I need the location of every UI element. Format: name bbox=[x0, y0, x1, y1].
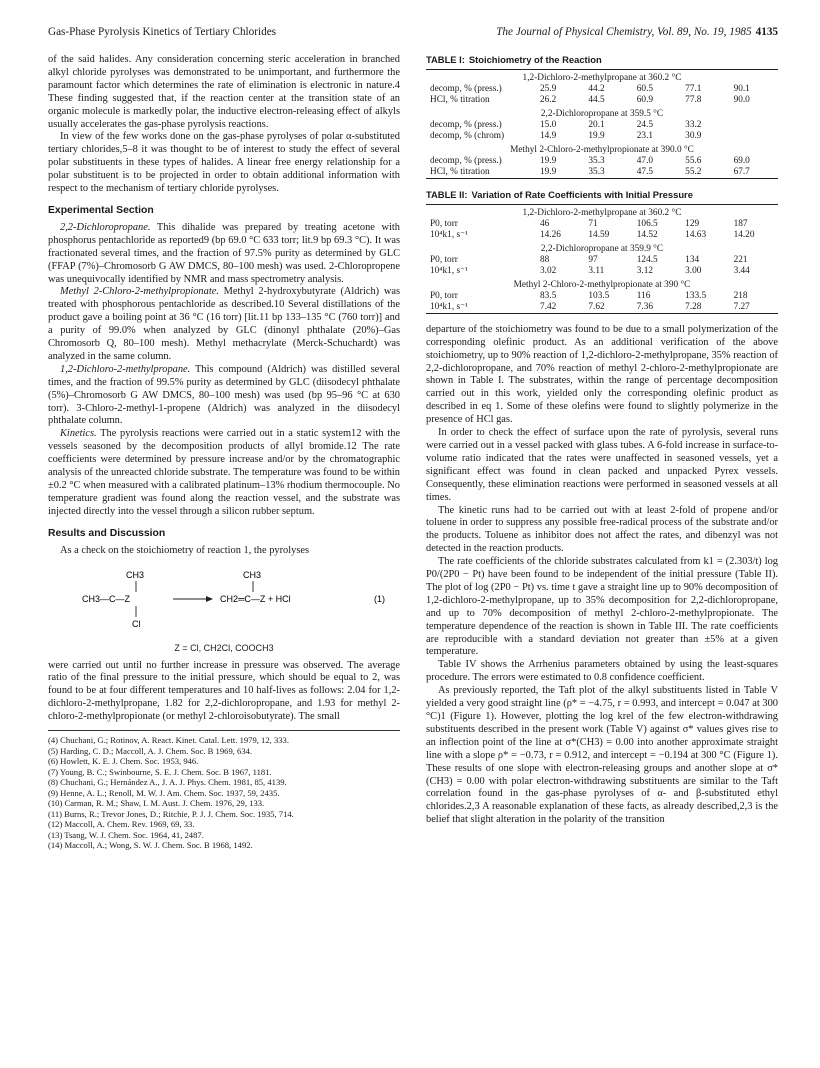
table-2-title bbox=[426, 189, 778, 202]
table-cell: 30.9 bbox=[685, 130, 702, 141]
row-label: P0, torr bbox=[430, 290, 458, 301]
table-cell: 67.7 bbox=[733, 166, 750, 177]
table-cell: 88 bbox=[540, 254, 550, 265]
table-cell: 60.9 bbox=[636, 94, 654, 105]
table-cell: 14.9 bbox=[540, 130, 557, 141]
table-cell: 103.5 bbox=[588, 290, 610, 301]
equation-number: (1) bbox=[374, 593, 385, 604]
table-cell: 7.42 bbox=[540, 301, 557, 312]
discussion-paragraph: The rate coefficients of the chloride substrates calculated from k1 = (2.303/t) log P0/(2P0 − Pt) have been found to be independent of the initial pressure (Table II). The plot of log (2P0 − Pt) vs. time t gave a straight line up to 90% decomposition of 1,2-dichloro-2-methylpropane, up to 35% decomposition for 2,2-dichloropropane, and up to 70% decomposition of methyl 2-chloro-2-methylpropionate. The temperature dependence of the reaction is shown in Table III. The rate coefficients are reproducible with a standard deviation not greater than ±5% at a given temperature. bbox=[426, 556, 778, 658]
table-2-caption: Variation of Rate Coefficients with Initial Pressure bbox=[471, 188, 693, 200]
table-1-group-heading: 1,2-Dichloro-2-methylpropane at 360.2 °C bbox=[522, 72, 682, 83]
table-cell: 218 bbox=[733, 290, 748, 301]
table-2-grid bbox=[426, 204, 778, 314]
table-cell: 129 bbox=[685, 218, 700, 229]
footnotes bbox=[48, 730, 400, 851]
table-cell: 14.26 bbox=[540, 229, 561, 240]
table-cell bbox=[730, 131, 778, 142]
exp-dichloromethylpropane bbox=[48, 364, 400, 429]
exp-subhead: Kinetics. bbox=[60, 428, 97, 440]
discussion-paragraph: departure of the stoichiometry was found to be due to a small polymerization of the corresponding olefinic product. As an additional verification of the above stoichiometry, up to 90% reaction of 1,2-dichloro-2-methylpropane, 35% reaction of 2,2-dichloropropane, and 70% reaction of methyl 2-chloro-2-methylpropionate are shown in Table I. The substrates, within the range of percentage decomposition carried out in this work, yielded only the corresponding olefinic product as described in eq 1. Some of these olefins were found to slightly polymerize in the presence of HCl gas. bbox=[426, 323, 778, 426]
left-chain: CH3—C—Z bbox=[82, 593, 131, 604]
table-1 bbox=[426, 54, 778, 179]
table-cell: 7.36 bbox=[636, 301, 654, 312]
exp-kinetics bbox=[48, 428, 400, 518]
table-cell: 3.12 bbox=[636, 265, 654, 276]
table-cell: 19.9 bbox=[540, 166, 557, 177]
table-row bbox=[426, 142, 778, 156]
table-cell: 71 bbox=[588, 218, 598, 229]
table-cell: 3.44 bbox=[733, 265, 750, 276]
table-row bbox=[426, 120, 778, 131]
footnote: (13) Tsang, W. J. Chem. Soc. 1964, 41, 2487. bbox=[48, 829, 204, 840]
table-cell: 44.2 bbox=[588, 83, 605, 94]
table-row bbox=[426, 95, 778, 106]
exp-dichloropropane bbox=[48, 222, 400, 287]
table-cell: 3.02 bbox=[540, 265, 557, 276]
table-2-group-heading: Methyl 2-Chloro-2-methylpropionate at 390 °C bbox=[513, 279, 691, 290]
table-row bbox=[426, 106, 778, 120]
exp-subhead: 2,2-Dichloropropane. bbox=[60, 221, 151, 233]
discussion-paragraph: The kinetic runs had to be carried out with at least 2-fold of propene and/or toluene in order to suppress any possible free-radical process of the substrate and/or the products. Toluene as inhibitor does not affect the rates, and dibenzyl was not detected in the reaction products. bbox=[426, 504, 778, 555]
exp-text: This dihalide was prepared by treating acetone with phosphorus pentachloride as reported9 (bp 69.0 °C 633 torr; lit.9 bp 69.3 °C). It was fractionated several times, and the fraction of 97.5% purity as determined by GLC (FFAP (7%)–Chromosorb G AW DMCS, 80–100 mesh) was used. 2-Chloropropene was unequivocally identified by NMR and mass spectrometry analysis. bbox=[48, 221, 400, 285]
table-cell: 46 bbox=[540, 218, 550, 229]
table-cell: 7.28 bbox=[685, 301, 702, 312]
table-2-group-heading: 2,2-Dichloropropane at 359.9 °C bbox=[540, 243, 664, 254]
intro-paragraph-1: of the said halides. Any consideration concerning steric acceleration in branched alkyl chloride pyrolyses was demonstrated to be unimportant, and furthermore the paramount factor which determines the rate of elimination is electronic in nature.4 These finding suggested that, if the reaction center at the transition state of an organic molecule is markedly polar, the inductive electron-releasing effect of alkyls usually accelerates the gas-phase pyrolysis reactions. bbox=[48, 54, 400, 130]
table-1-caption: Stoichiometry of the Reaction bbox=[468, 54, 602, 65]
row-label: decomp, % (press.) bbox=[430, 119, 502, 130]
table-cell: 77.1 bbox=[685, 83, 702, 94]
row-label: 10⁴k1, s⁻¹ bbox=[430, 229, 468, 240]
table-cell: 14.63 bbox=[685, 229, 707, 240]
exp-text: This compound (Aldrich) was distilled several times, and the fraction of 99.5% purity as determined by GLC (diisodecyl phthalate (5%)–Chromosorb G AW DMCS, 80–100 mesh) was used (bp 95–96 °C at 630 torr). 3-Chloro-2-methyl-1-propene (Aldrich) was analyzed in the diisodecyl phthalate column. bbox=[48, 363, 400, 427]
right-chain: CH2═C—Z + HCl bbox=[220, 593, 291, 604]
journal-citation bbox=[496, 26, 778, 38]
footnote: (8) Chuchani, G.; Hernández A., J. A. J. Phys. Chem. 1981, 85, 4139. bbox=[48, 777, 287, 788]
table-1-group-heading: Methyl 2-Chloro-2-methylpropionate at 390.0 °C bbox=[510, 144, 694, 155]
ch3-top-left: CH3 bbox=[126, 569, 145, 580]
table-cell: 19.9 bbox=[588, 130, 605, 141]
table-cell: 24.5 bbox=[636, 119, 654, 130]
running-title: Gas-Phase Pyrolysis Kinetics of Tertiary Chlorides bbox=[48, 26, 277, 38]
discussion-paragraph: As previously reported, the Taft plot of the alkyl substituents listed in Table V yielded a very good straight line (ρ* = −4.75, r = 0.993, and intercept = 0.047 at 300 °C)1 (Figure 1). However, plotting the log krel of the few electron-withdrawing substituents described in the present work (Table V) against σ* values gives rise to an inflection point of the line at σ*(CH3) = 0.00 into another approximate straight line with a slope ρ* = −0.73, r = 0.912, and intercept = −0.194 at 300 °C (Figure 1). These results of one slope with electron-releasing groups and another slope at σ*(CH3) = 0.00 with polar electron-withdrawing substituents are similar to the Taft correlation found in the gas-phase pyrolyses of α- and β-substituted ethyl chlorides.2,3 A reasonable explanation of these facts, as already described,2,3 is the belief that slight alteration in the polarity of the transition bbox=[426, 685, 778, 826]
arrow-head bbox=[206, 596, 213, 602]
results-heading: Results and Discussion bbox=[48, 527, 166, 539]
footnote: (11) Burns, R.; Trevor Jones, D.; Ritchie, P. J. J. Chem. Soc. 1935, 714. bbox=[48, 808, 294, 819]
table-2-group-heading: 1,2-Dichloro-2-methylpropane at 360.2 °C bbox=[522, 207, 682, 218]
cl-substituent: Cl bbox=[132, 618, 141, 629]
table-row bbox=[426, 302, 778, 314]
table-row bbox=[426, 219, 778, 230]
table-cell: 7.27 bbox=[733, 301, 750, 312]
right-column bbox=[426, 54, 778, 827]
page-number: 4135 bbox=[755, 26, 778, 38]
table-cell: 83.5 bbox=[540, 290, 557, 301]
table-cell: 20.1 bbox=[588, 119, 605, 130]
row-label: P0, torr bbox=[430, 254, 458, 265]
table-cell: 23.1 bbox=[636, 130, 654, 141]
table-cell: 47.5 bbox=[636, 166, 654, 177]
results-intro: As a check on the stoichiometry of reaction 1, the pyrolyses bbox=[60, 544, 310, 556]
exp-text: The pyrolysis reactions were carried out in a static system12 with the vessels seasoned by the decomposition products of allyl bromide.12 The rate coefficients were determined by pressure increase and/or by the chromatographic analysis of the unreacted chloride substrate. The temperature was found to be within ±0.2 °C when measured with a calibrated platinum–13% rhodium thermocouple. No temperature gradient was found along the reaction vessel, and the substrate was injected directly into the vessel through a silicon rubber septum. bbox=[48, 428, 400, 517]
row-label: decomp, % (press.) bbox=[430, 83, 502, 94]
table-cell: 106.5 bbox=[636, 218, 658, 229]
table-cell: 44.5 bbox=[588, 94, 605, 105]
table-cell: 15.0 bbox=[540, 119, 557, 130]
row-label: P0, torr bbox=[430, 218, 458, 229]
table-row bbox=[426, 84, 778, 95]
table-cell: 60.5 bbox=[636, 83, 654, 94]
table-cell: 133.5 bbox=[685, 290, 707, 301]
exp-text: Methyl 2-hydroxybutyrate (Aldrich) was treated with phosphorous pentachloride as described.10 Several distillations of the product gave a boiling point at 36 °C (16 torr) [lit.11 bp 133–135 °C (760 torr)] and a purity of 99.0% when analyzed by GLC (dinonyl phthalate (20%)–Gas Chromosorb Q, 80–100 mesh). Methyl methacrylate (Merck-Schuchardt) was analyzed in the same column. bbox=[48, 286, 400, 362]
ch3-top-right: CH3 bbox=[243, 569, 262, 580]
exp-subhead: 1,2-Dichloro-2-methylpropane. bbox=[60, 363, 191, 375]
table-cell: 77.8 bbox=[685, 94, 702, 105]
running-header bbox=[48, 26, 778, 42]
z-definition: Z = Cl, CH2Cl, COOCH3 bbox=[174, 642, 274, 653]
table-1-title bbox=[426, 54, 778, 67]
table-cell: 69.0 bbox=[733, 155, 750, 166]
table-cell: 55.6 bbox=[685, 155, 702, 166]
table-row bbox=[426, 266, 778, 277]
table-2 bbox=[426, 189, 778, 314]
table-cell: 55.2 bbox=[685, 166, 702, 177]
table-row bbox=[426, 241, 778, 255]
table-cell: 14.20 bbox=[733, 229, 755, 240]
table-cell: 3.11 bbox=[588, 265, 605, 276]
table-2-label: TABLE II: bbox=[426, 188, 468, 200]
table-cell: 47.0 bbox=[636, 155, 654, 166]
journal-name: The Journal of Physical Chemistry, Vol. 89, No. 19, 1985 bbox=[496, 26, 752, 38]
table-row bbox=[426, 156, 778, 167]
reaction-diagram bbox=[48, 564, 400, 642]
table-1-label: TABLE I: bbox=[426, 54, 465, 65]
footnote: (9) Henne, A. L.; Renoll, M. W. J. Am. Chem. Soc. 1937, 59, 2435. bbox=[48, 787, 280, 798]
table-cell: 35.3 bbox=[588, 166, 605, 177]
footnote: (6) Howlett, K. E. J. Chem. Soc. 1953, 946. bbox=[48, 756, 199, 767]
table-row bbox=[426, 277, 778, 291]
table-row bbox=[426, 131, 778, 142]
discussion-paragraph: Table IV shows the Arrhenius parameters obtained by using the least-squares procedure. The errors were estimated to 0.8 confidence coefficient. bbox=[426, 659, 778, 684]
row-label: decomp, % (press.) bbox=[430, 155, 502, 166]
table-cell: 19.9 bbox=[540, 155, 557, 166]
results-paragraph: were carried out until no further increase in pressure was observed. The average ratio of the final pressure to the initial pressure, which should be equal to 2, was found to be at four different temperatures and 10 half-lives as follows: 2.04 for 1,2-dichloro-2-methylpropane, 1.82 for 2,2-dichloropropane, and 1.93 for methyl 2-chloro-2-methylpropionate (or methyl 2-chloroisobutyrate). The small bbox=[48, 659, 400, 723]
footnote: (7) Young, B. C.; Swinbourne, S. E. J. Chem. Soc. B 1967, 1181. bbox=[48, 766, 272, 777]
experimental-heading: Experimental Section bbox=[48, 204, 154, 216]
table-cell: 35.3 bbox=[588, 155, 605, 166]
table-cell: 7.62 bbox=[588, 301, 605, 312]
table-cell: 221 bbox=[733, 254, 748, 265]
table-cell: 14.52 bbox=[636, 229, 658, 240]
intro-paragraph-2: In view of the few works done on the gas-phase pyrolyses of polar α-substituted tertiary chlorides,5–8 it was thought to be of interest to study the effect of several polar substituents in these types of halides. A linear free energy relationship for a polar substituent is to be projected in order to obtain additional information with respect to the mechanism of tertiary chloride pyrolyses. bbox=[48, 131, 400, 195]
left-column bbox=[48, 54, 400, 851]
row-label: 10⁴k1, s⁻¹ bbox=[430, 265, 468, 276]
table-cell: 14.59 bbox=[588, 229, 610, 240]
table-1-grid bbox=[426, 69, 778, 179]
table-cell bbox=[730, 120, 778, 131]
table-cell: 90.1 bbox=[733, 83, 750, 94]
table-row bbox=[426, 291, 778, 302]
footnote: (5) Harding, C. D.; Maccoll, A. J. Chem. Soc. B 1969, 634. bbox=[48, 745, 253, 756]
table-cell: 90.0 bbox=[733, 94, 750, 105]
footnote: (12) Maccoll, A. Chem. Rev. 1969, 69, 33. bbox=[48, 819, 195, 830]
footnote: (10) Carman, R. M.; Shaw, I. M. Aust. J. Chem. 1976, 29, 133. bbox=[48, 798, 265, 809]
row-label: 10⁴k1, s⁻¹ bbox=[430, 301, 468, 312]
table-cell: 3.00 bbox=[685, 265, 702, 276]
table-row bbox=[426, 167, 778, 179]
footnote: (14) Maccoll, A.; Wong, S. W. J. Chem. Soc. B 1968, 1492. bbox=[48, 840, 253, 851]
table-row bbox=[426, 204, 778, 219]
table-row bbox=[426, 255, 778, 266]
table-cell: 25.9 bbox=[540, 83, 557, 94]
table-cell: 187 bbox=[733, 218, 748, 229]
table-cell: 124.5 bbox=[636, 254, 658, 265]
exp-subhead: Methyl 2-Chloro-2-methylpropionate. bbox=[60, 286, 219, 298]
exp-methyl-ester bbox=[48, 286, 400, 363]
table-row bbox=[426, 230, 778, 241]
table-cell: 116 bbox=[636, 290, 651, 301]
table-1-group-heading: 2,2-Dichloropropane at 359.5 °C bbox=[540, 108, 664, 119]
reaction-scheme bbox=[48, 564, 400, 656]
row-label: HCl, % titration bbox=[430, 94, 490, 105]
row-label: HCl, % titration bbox=[430, 166, 490, 177]
footnote: (4) Chuchani, G.; Rotinov, A. React. Kinet. Catal. Lett. 1979, 12, 333. bbox=[48, 735, 289, 746]
discussion-paragraph: In order to check the effect of surface upon the rate of pyrolysis, several runs were carried out in a vessel packed with glass tubes. A 6-fold increase in surface-to-volume ratio indicated that the rates were unaffected in seasoned vessels, yet a significant effect was found in clean packed and unpacked Pyrex vessels. Consequently, these elimination reactions were performed in seasoned vessels at all times. bbox=[426, 427, 778, 503]
table-cell: 134 bbox=[685, 254, 700, 265]
table-cell: 33.2 bbox=[685, 119, 702, 130]
table-cell: 26.2 bbox=[540, 94, 557, 105]
row-label: decomp, % (chrom) bbox=[430, 130, 505, 141]
table-cell: 97 bbox=[588, 254, 598, 265]
table-row bbox=[426, 69, 778, 84]
